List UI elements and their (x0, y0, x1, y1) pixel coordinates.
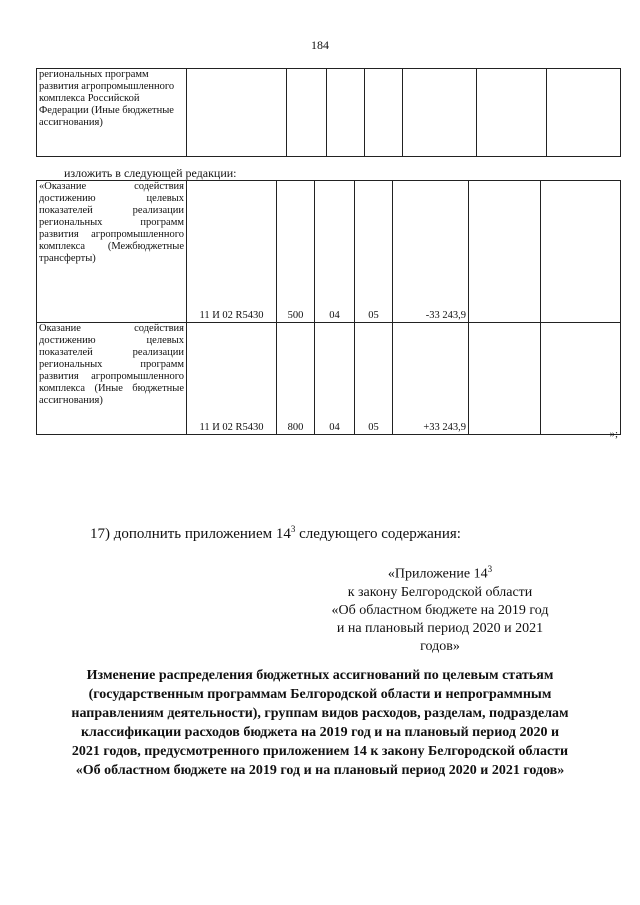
title-line-6: «Об областном бюджете на 2019 год и на плановый период 2020 и 2021 годов» (75, 763, 565, 778)
appendix-line-3: «Об областном бюджете на 2019 год (331, 602, 549, 618)
title-line-1: Изменение распределения бюджетных ассигнований по целевым статьям (86, 668, 554, 683)
cell-subsection: 05 (355, 181, 393, 323)
cell-section (327, 69, 365, 157)
cell-section: 04 (315, 181, 355, 323)
row-description: «Оказание содействия достижению целевых показателей реализации региональных программ развития агропромышленного комплекса (Межбюджетные трансферты) (37, 181, 187, 323)
lead-text: изложить в следующей редакции: (64, 166, 237, 180)
closing-quote: »; (609, 428, 618, 440)
appendix-title: «Приложение 14 (387, 566, 488, 582)
table-row (37, 323, 621, 435)
cell-amount: +33 243,9 (393, 323, 469, 435)
title-line-4: классификации расходов бюджета на 2019 год и на плановый период 2020 и (80, 725, 560, 740)
table-new-edition (36, 180, 621, 435)
cell-type: 500 (277, 181, 315, 323)
appendix-line-2: к закону Белгородской области (347, 584, 533, 600)
appendix-line-1 (290, 560, 590, 584)
cell-empty (541, 181, 621, 323)
appendix-header (290, 560, 590, 656)
row-description: Оказание содействия достижению целевых показателей реализации региональных программ развития агропромышленного комплекса (Иные бюджетные ассигнования) (37, 323, 187, 435)
cell-section: 04 (315, 323, 355, 435)
item-17-main: 17) дополнить приложением 14 (90, 526, 291, 542)
document-title (36, 666, 604, 780)
cell-type: 800 (277, 323, 315, 435)
cell-code: 11 И 02 R5430 (187, 181, 277, 323)
cell-amount: -33 243,9 (393, 181, 469, 323)
title-line-3: направлениям деятельности), группам видов расходов, разделам, подразделам (71, 706, 569, 721)
cell-subsection: 05 (355, 323, 393, 435)
appendix-line-4: и на плановый период 2020 и 2021 (336, 620, 544, 636)
item-17-text (90, 524, 461, 543)
cell-amount (403, 69, 477, 157)
item-17-sup: 3 (290, 524, 296, 534)
cell-empty (469, 181, 541, 323)
cell-code (187, 69, 287, 157)
item-17-rest: следующего содержания: (295, 526, 461, 542)
cell-code: 11 И 02 R5430 (187, 323, 277, 435)
table-previous-fragment (36, 68, 621, 157)
cell-empty (477, 69, 547, 157)
cell-empty (547, 69, 621, 157)
row-description: региональных программ развития агропромышленного комплекса Российской Федерации (Иные бюджетные ассигнования) (37, 69, 187, 157)
title-line-2: (государственным программам Белгородской области и непрограммным (88, 687, 552, 702)
cell-empty (541, 323, 621, 435)
appendix-line-5: годов» (420, 638, 460, 654)
cell-empty (469, 323, 541, 435)
appendix-title-sup: 3 (487, 564, 493, 574)
cell-subsection (365, 69, 403, 157)
cell-type (287, 69, 327, 157)
table-row (37, 69, 621, 157)
table-row (37, 181, 621, 323)
title-line-5: 2021 годов, предусмотренного приложением 14 к закону Белгородской области (71, 744, 569, 759)
page-number: 184 (311, 38, 329, 52)
